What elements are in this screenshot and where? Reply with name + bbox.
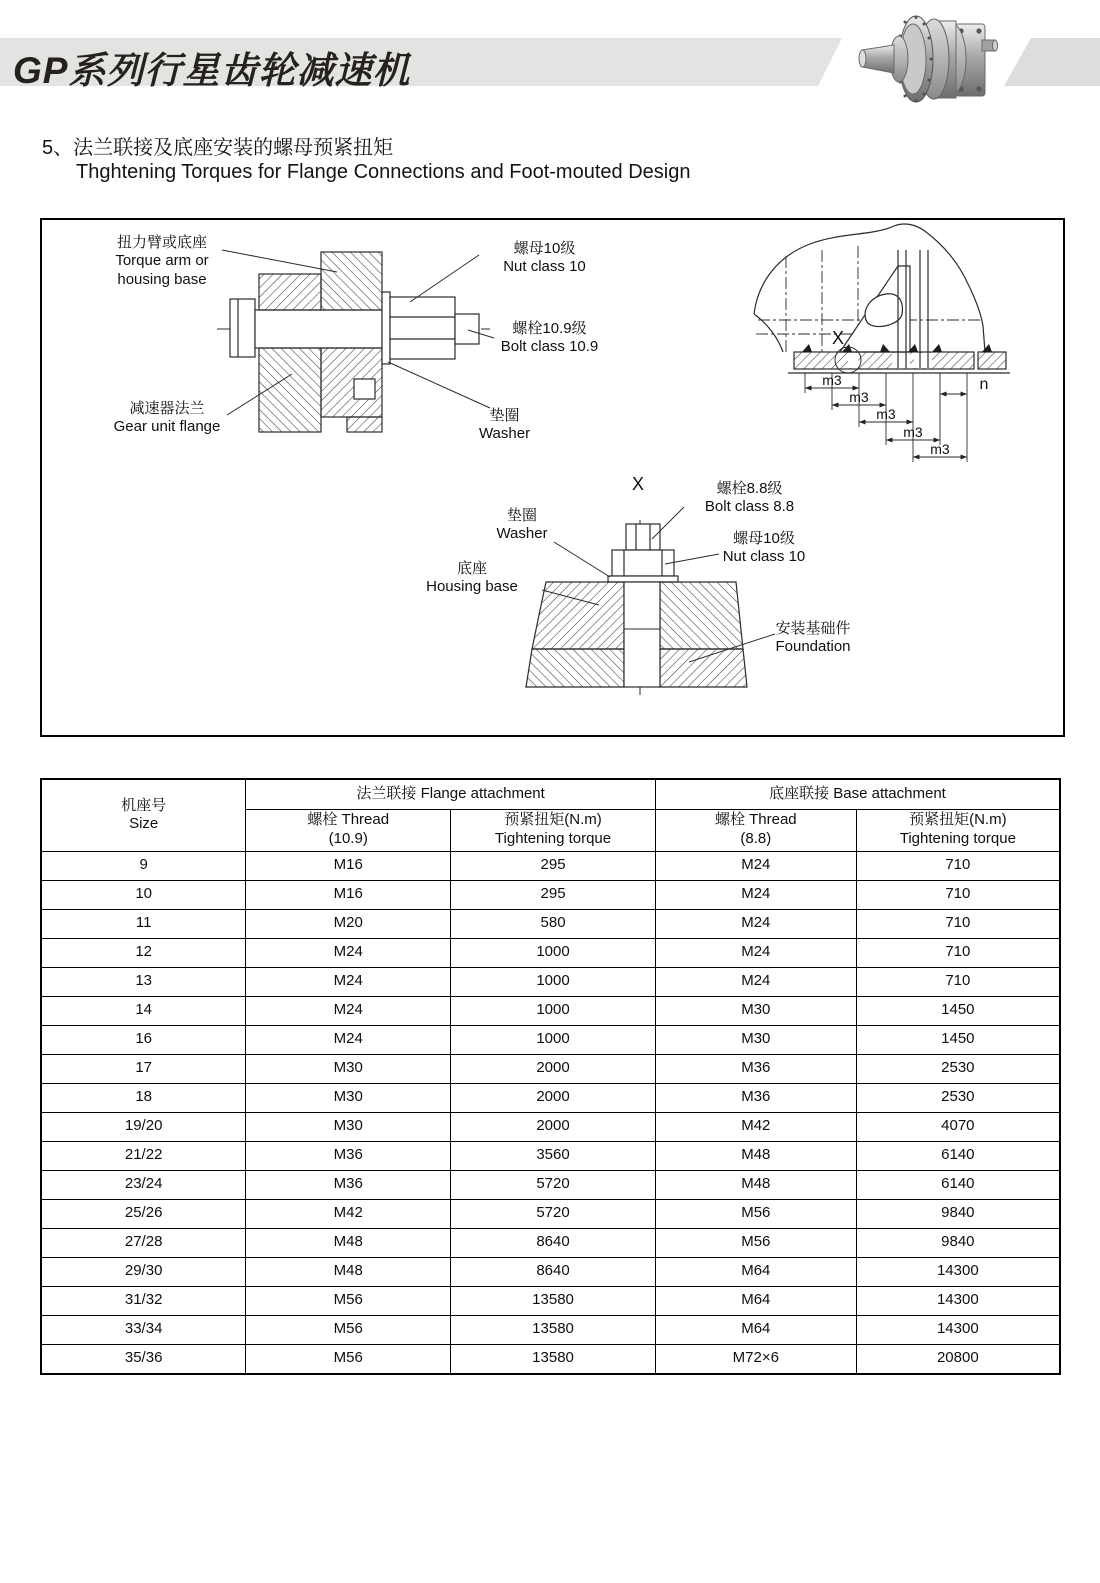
cell-base-torque: 4070 [856, 1112, 1060, 1141]
header-base-torque-l1: 预紧扭矩(N.m) [909, 811, 1007, 829]
cell-size: 19/20 [41, 1112, 246, 1141]
label-bolt-class109 [482, 320, 617, 357]
table-row [41, 967, 1060, 996]
cell-size: 21/22 [41, 1141, 246, 1170]
label-foundation [753, 620, 873, 657]
label-housing-base-en: Housing base [426, 578, 518, 596]
cell-base-torque: 14300 [856, 1257, 1060, 1286]
section-heading-zh [42, 136, 393, 160]
cell-base-thread: M64 [655, 1286, 856, 1315]
label-washer-flange-en: Washer [478, 425, 531, 443]
label-torque-arm-zh: 扭力臂或底座 [116, 234, 207, 251]
cell-base-torque: 6140 [856, 1141, 1060, 1170]
torque-table [40, 778, 1061, 1375]
cell-flange-torque: 580 [451, 909, 656, 938]
dim-label-m3-4: m3 [903, 424, 923, 440]
flange-connection-drawing [217, 250, 494, 432]
cell-base-thread: M30 [655, 996, 856, 1025]
cell-flange-thread: M30 [246, 1112, 451, 1141]
cell-flange-thread: M24 [246, 1025, 451, 1054]
dim-label-m3-2: m3 [849, 389, 869, 405]
header-flange-thread-l1: 螺栓 Thread [307, 811, 390, 829]
cell-flange-torque: 2000 [451, 1112, 656, 1141]
cell-size: 9 [41, 851, 246, 880]
cell-size: 18 [41, 1083, 246, 1112]
cell-flange-thread: M36 [246, 1170, 451, 1199]
cell-base-torque: 1450 [856, 1025, 1060, 1054]
cell-flange-torque: 8640 [451, 1228, 656, 1257]
table-row [41, 996, 1060, 1025]
cell-flange-thread: M20 [246, 909, 451, 938]
detail-marker-x-base: X [832, 328, 845, 348]
cell-base-torque: 2530 [856, 1054, 1060, 1083]
table-row [41, 1083, 1060, 1112]
cell-size: 12 [41, 938, 246, 967]
cell-base-thread: M56 [655, 1228, 856, 1257]
header-base-torque [856, 809, 1060, 851]
cell-size: 17 [41, 1054, 246, 1083]
cell-base-torque: 9840 [856, 1228, 1060, 1257]
table-row [41, 909, 1060, 938]
cell-flange-thread: M42 [246, 1199, 451, 1228]
label-washer-foot [477, 507, 567, 544]
label-gear-unit-flange-en: Gear unit flange [113, 418, 221, 436]
cell-base-thread: M48 [655, 1170, 856, 1199]
label-torque-arm-en1: Torque arm or [115, 252, 209, 270]
label-washer-foot-en: Washer [496, 525, 548, 543]
table-row [41, 1257, 1060, 1286]
cell-size: 23/24 [41, 1170, 246, 1199]
header-base-group: 底座联接 Base attachment [655, 779, 1060, 809]
gearbox-photo [852, 4, 1002, 120]
cell-flange-thread: M30 [246, 1083, 451, 1112]
header-base-thread [655, 809, 856, 851]
header-size-en: Size [129, 815, 159, 833]
label-bolt-class109-zh: 螺栓10.9级 [512, 320, 587, 337]
cell-base-torque: 1450 [856, 996, 1060, 1025]
page-title: GP系列行星齿轮减速机 [13, 50, 411, 91]
cell-size: 25/26 [41, 1199, 246, 1228]
section-title-zh: 法兰联接及底座安装的螺母预紧扭矩 [73, 137, 394, 159]
cell-flange-thread: M48 [246, 1257, 451, 1286]
cell-flange-torque: 1000 [451, 1025, 656, 1054]
cell-base-thread: M36 [655, 1054, 856, 1083]
dim-label-n: n [979, 376, 989, 393]
cell-flange-torque: 295 [451, 851, 656, 880]
cell-size: 10 [41, 880, 246, 909]
table-row [41, 1141, 1060, 1170]
cell-base-torque: 20800 [856, 1344, 1060, 1374]
technical-drawings [42, 220, 1063, 735]
header-flange-group: 法兰联接 Flange attachment [246, 779, 656, 809]
cell-base-thread: M24 [655, 909, 856, 938]
table-row [41, 1228, 1060, 1257]
cell-size: 11 [41, 909, 246, 938]
label-washer-foot-zh: 垫圈 [506, 507, 537, 524]
section-heading-en: Thghtening Torques for Flange Connections and Foot-mouted Design [76, 161, 691, 183]
label-torque-arm [102, 234, 222, 289]
label-bolt-class109-en: Bolt class 10.9 [500, 338, 599, 356]
cell-flange-torque: 5720 [451, 1170, 656, 1199]
cell-base-torque: 6140 [856, 1170, 1060, 1199]
label-nut-class10-zh: 螺母10级 [513, 240, 576, 257]
label-gear-unit-flange-zh: 减速器法兰 [129, 400, 205, 417]
cell-base-torque: 710 [856, 880, 1060, 909]
cell-flange-torque: 13580 [451, 1286, 656, 1315]
label-foundation-en: Foundation [775, 638, 851, 656]
cell-flange-torque: 295 [451, 880, 656, 909]
cell-flange-thread: M56 [246, 1286, 451, 1315]
cell-flange-torque: 2000 [451, 1054, 656, 1083]
table-row [41, 1112, 1060, 1141]
cell-base-thread: M72×6 [655, 1344, 856, 1374]
cell-size: 31/32 [41, 1286, 246, 1315]
label-nut-class10-en: Nut class 10 [503, 258, 586, 276]
label-washer-flange [462, 407, 547, 444]
table-row [41, 938, 1060, 967]
label-nut-class10-foot-en: Nut class 10 [722, 548, 806, 566]
cell-base-thread: M36 [655, 1083, 856, 1112]
label-bolt-class88 [687, 480, 812, 517]
cell-flange-torque: 1000 [451, 996, 656, 1025]
header-size-zh: 机座号 [121, 796, 167, 814]
cell-size: 16 [41, 1025, 246, 1054]
table-row [41, 1315, 1060, 1344]
cell-size: 14 [41, 996, 246, 1025]
label-bolt-class88-en: Bolt class 8.8 [704, 498, 795, 516]
cell-flange-torque: 1000 [451, 967, 656, 996]
cell-base-thread: M30 [655, 1025, 856, 1054]
cell-size: 33/34 [41, 1315, 246, 1344]
cell-base-thread: M24 [655, 851, 856, 880]
cell-base-torque: 710 [856, 909, 1060, 938]
dim-label-m3-5: m3 [930, 441, 950, 457]
banner-band-right [1004, 38, 1100, 86]
cell-flange-torque: 13580 [451, 1344, 656, 1374]
label-nut-class10 [482, 240, 607, 277]
cell-size: 27/28 [41, 1228, 246, 1257]
cell-base-torque: 710 [856, 967, 1060, 996]
cell-flange-thread: M30 [246, 1054, 451, 1083]
cell-base-thread: M56 [655, 1199, 856, 1228]
dim-label-m3-3: m3 [876, 406, 896, 422]
header-flange-torque [451, 809, 656, 851]
cell-base-torque: 710 [856, 938, 1060, 967]
cell-base-thread: M48 [655, 1141, 856, 1170]
cell-flange-thread: M56 [246, 1315, 451, 1344]
table-row [41, 1054, 1060, 1083]
header-flange-thread-l2: (10.9) [328, 830, 368, 847]
cell-base-thread: M64 [655, 1257, 856, 1286]
cell-base-torque: 9840 [856, 1199, 1060, 1228]
cell-size: 29/30 [41, 1257, 246, 1286]
diagram-panel [40, 218, 1065, 737]
cell-flange-thread: M24 [246, 996, 451, 1025]
cell-flange-torque: 2000 [451, 1083, 656, 1112]
cell-base-torque: 2530 [856, 1083, 1060, 1112]
detail-marker-x-foot: X [632, 474, 645, 494]
cell-base-torque: 14300 [856, 1286, 1060, 1315]
cell-flange-thread: M24 [246, 967, 451, 996]
label-foundation-zh: 安装基础件 [775, 620, 851, 637]
label-housing-base [410, 560, 534, 597]
label-torque-arm-en2: housing base [117, 270, 207, 288]
label-washer-flange-zh: 垫圈 [489, 407, 520, 424]
housing-base-side-view-drawing [754, 224, 1010, 462]
table-row [41, 1170, 1060, 1199]
cell-flange-thread: M36 [246, 1141, 451, 1170]
header-base-torque-l2: Tightening torque [899, 830, 1016, 847]
cell-base-thread: M24 [655, 880, 856, 909]
header-flange-thread [246, 809, 451, 851]
table-row [41, 1344, 1060, 1374]
cell-size: 35/36 [41, 1344, 246, 1374]
cell-base-thread: M24 [655, 938, 856, 967]
header-flange-torque-l1: 预紧扭矩(N.m) [504, 811, 602, 829]
section-number: 5、 [42, 137, 74, 159]
header-base-thread-l1: 螺栓 Thread [714, 811, 797, 829]
table-row [41, 851, 1060, 880]
cell-size: 13 [41, 967, 246, 996]
cell-flange-thread: M56 [246, 1344, 451, 1374]
label-bolt-class88-zh: 螺栓8.8级 [716, 480, 783, 497]
cell-flange-thread: M48 [246, 1228, 451, 1257]
cell-base-torque: 710 [856, 851, 1060, 880]
cell-base-thread: M64 [655, 1315, 856, 1344]
label-housing-base-zh: 底座 [456, 560, 487, 577]
cell-flange-thread: M24 [246, 938, 451, 967]
cell-flange-torque: 1000 [451, 938, 656, 967]
cell-base-thread: M24 [655, 967, 856, 996]
label-nut-class10-foot-zh: 螺母10级 [733, 530, 795, 547]
cell-flange-torque: 3560 [451, 1141, 656, 1170]
cell-flange-torque: 5720 [451, 1199, 656, 1228]
cell-base-torque: 14300 [856, 1315, 1060, 1344]
table-row [41, 1199, 1060, 1228]
dim-label-m3-1: m3 [822, 372, 842, 388]
table-row [41, 880, 1060, 909]
cell-flange-thread: M16 [246, 880, 451, 909]
label-nut-class10-foot [704, 530, 824, 567]
table-row [41, 1286, 1060, 1315]
cell-flange-torque: 8640 [451, 1257, 656, 1286]
table-row [41, 1025, 1060, 1054]
cell-base-thread: M42 [655, 1112, 856, 1141]
cell-flange-torque: 13580 [451, 1315, 656, 1344]
header-base-thread-l2: (8.8) [740, 830, 772, 847]
cell-flange-thread: M16 [246, 851, 451, 880]
label-gear-unit-flange [97, 400, 237, 437]
header-flange-torque-l2: Tightening torque [494, 830, 612, 847]
header-size [41, 779, 246, 851]
